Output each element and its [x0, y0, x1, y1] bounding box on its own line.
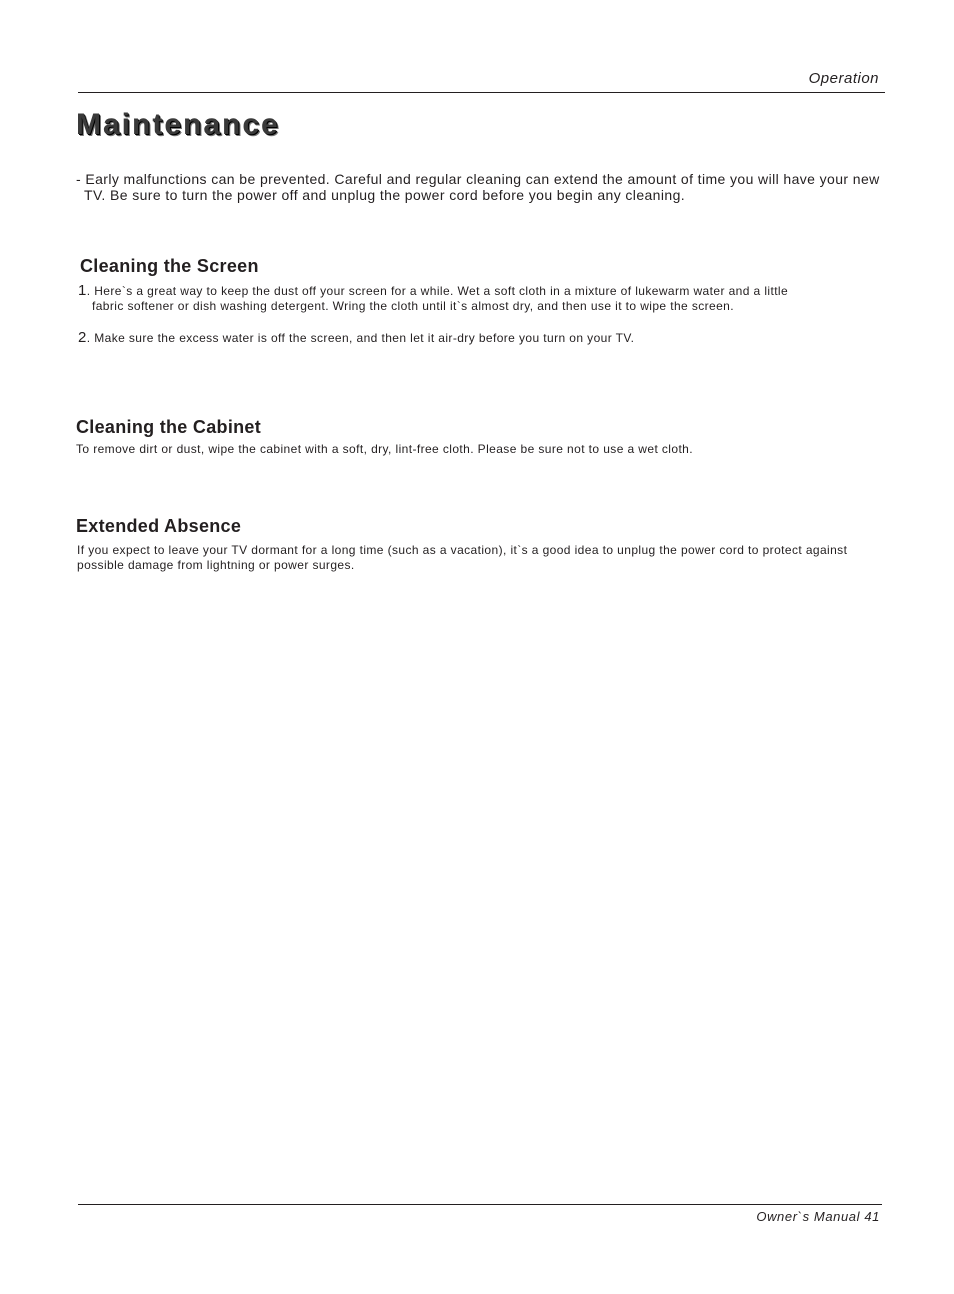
header-divider	[78, 92, 885, 93]
heading-extended-absence: Extended Absence	[76, 516, 242, 536]
footer-divider	[78, 1204, 882, 1205]
intro-paragraph: - Early malfunctions can be prevented. Careful and regular cleaning can extend the amount of time you will have your new TV. Be sure to turn the power off and unplug the power cord before you begin any cleaning.	[76, 171, 880, 203]
cabinet-paragraph: To remove dirt or dust, wipe the cabinet with a soft, dry, lint-free cloth. Please be sure not to use a wet cloth.	[76, 442, 693, 456]
step-number: 2	[78, 329, 87, 346]
heading-cleaning-cabinet: Cleaning the Cabinet	[76, 417, 262, 437]
step-text: . Here`s a great way to keep the dust off your screen for a while. Wet a soft cloth in a mixture of lukewarm water and a little	[86, 284, 789, 298]
screen-step-2	[78, 330, 858, 346]
screen-step-1	[78, 283, 858, 314]
footer-page-number: Owner`s Manual 41	[756, 1209, 880, 1224]
section-label: Operation	[808, 70, 879, 87]
step-text: . Make sure the excess water is off the screen, and then let it air-dry before you turn on your TV.	[86, 331, 635, 345]
page-title: Maintenance	[76, 108, 280, 141]
heading-cleaning-screen: Cleaning the Screen	[80, 256, 259, 276]
absence-paragraph: If you expect to leave your TV dormant for a long time (such as a vacation), it`s a good idea to unplug the power cord to protect against possible damage from lightning or power surges.	[77, 543, 848, 572]
step-number: 1	[78, 282, 87, 299]
step-text-continued: fabric softener or dish washing detergent. Wring the cloth until it`s almost dry, and then use it to wipe the screen.	[92, 299, 734, 313]
